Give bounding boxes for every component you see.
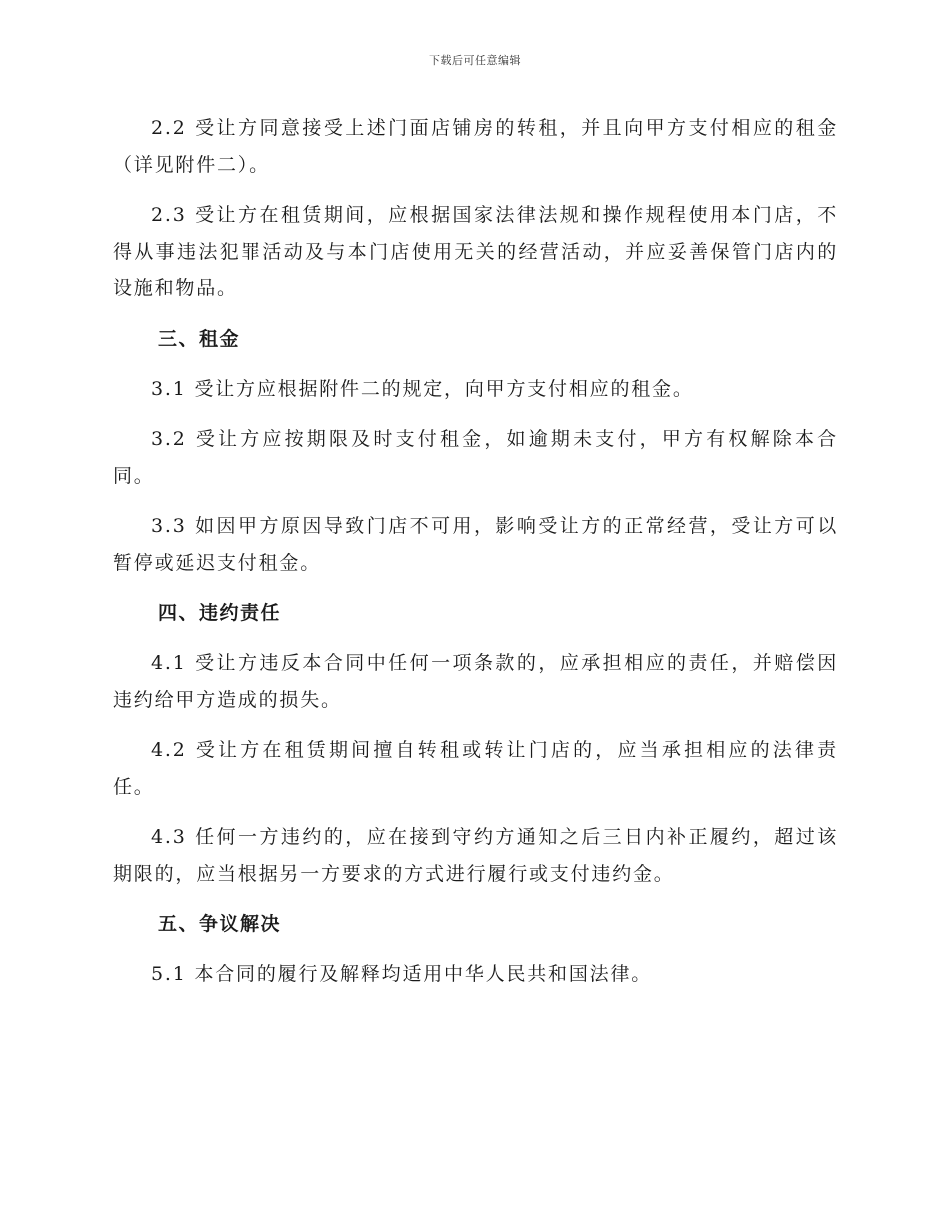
clause-4-3: 4.3 任何一方违约的，应在接到守约方通知之后三日内补正履约，超过该期限的，应当根据另一方要求的方式进行履行或支付违约金。 <box>113 826 838 885</box>
section-heading-dispute: 五、争议解决 <box>158 913 282 935</box>
clause-5-1: 5.1 本合同的履行及解释均适用中华人民共和国法律。 <box>151 963 653 985</box>
clause-4-1: 4.1 受让方违反本合同中任何一项条款的，应承担相应的责任，并赔偿因违约给甲方造成的损失。 <box>113 652 838 711</box>
clause-3-1: 3.1 受让方应根据附件二的规定，向甲方支付相应的租金。 <box>151 377 694 400</box>
section-heading-breach: 四、违约责任 <box>158 602 282 624</box>
page-header: 下载后可任意编辑 <box>429 54 521 67</box>
document-body <box>113 110 838 993</box>
clause-2-3: 2.3 受让方在租赁期间，应根据国家法律法规和操作规程使用本门店，不得从事违法犯罪活动及与本门店使用无关的经营活动，并应妥善保管门店内的设施和物品。 <box>113 204 838 299</box>
section-heading-rent: 三、租金 <box>158 327 241 350</box>
clause-4-2: 4.2 受让方在租赁期间擅自转租或转让门店的，应当承担相应的法律责任。 <box>113 739 838 798</box>
clause-3-3: 3.3 如因甲方原因导致门店不可用，影响受让方的正常经营，受让方可以暂停或延迟支付租金。 <box>113 515 838 574</box>
clause-2-2: 2.2 受让方同意接受上述门面店铺房的转租，并且向甲方支付相应的租金（详见附件二）。 <box>113 117 838 176</box>
clause-3-2: 3.2 受让方应按期限及时支付租金，如逾期未支付，甲方有权解除本合同。 <box>113 428 838 487</box>
